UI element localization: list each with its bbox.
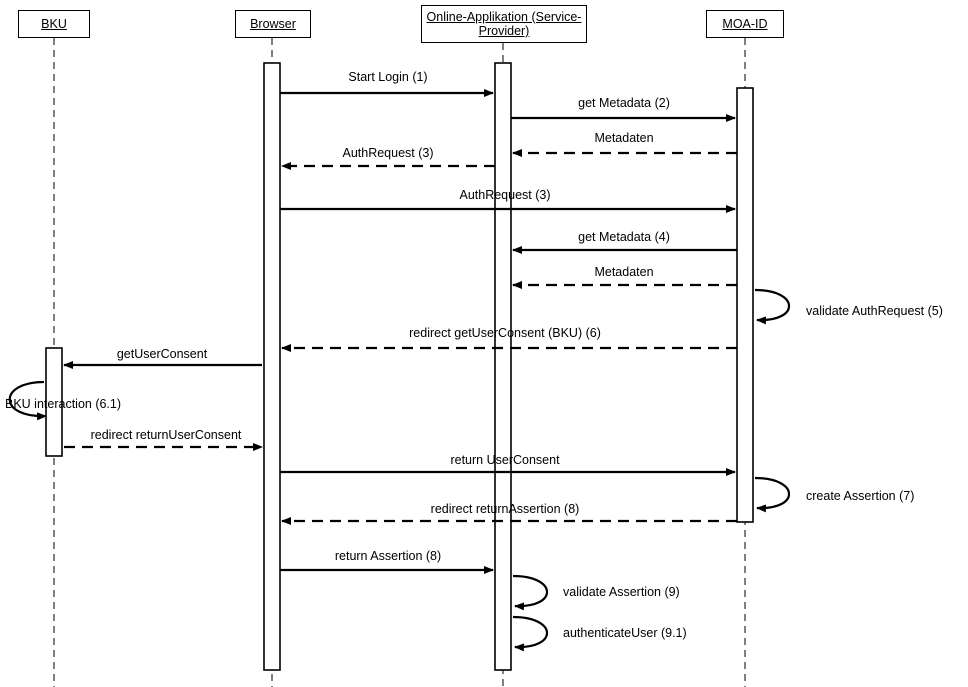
label-authenticate-user: authenticateUser (9.1) [563,626,687,640]
self-message-validate-assertion [513,576,547,606]
lifeline-label-moa-id: MOA-ID [722,16,768,31]
message-arrows [64,93,737,570]
label-return-assertion: return Assertion (8) [334,549,442,563]
label-start-login: Start Login (1) [348,70,428,84]
label-getuserconsent: getUserConsent [116,347,208,361]
activation-moa-id [737,88,753,522]
label-get-metadata-2: get Metadata (2) [578,96,670,110]
label-get-metadata-4: get Metadata (4) [578,230,670,244]
self-message-validate-authrequest [755,290,789,320]
label-validate-authrequest: validate AuthRequest (5) [806,304,943,318]
lifeline-label-browser: Browser [250,16,296,31]
activation-service-provider [495,63,511,670]
label-authrequest-3-to-browser: AuthRequest (3) [342,146,434,160]
label-authrequest-3-to-moaid: AuthRequest (3) [459,188,551,202]
label-bku-interaction: BKU interaction (6.1) [5,397,122,411]
label-redirect-getuserconsent: redirect getUserConsent (BKU) (6) [409,326,601,340]
label-validate-assertion: validate Assertion (9) [563,585,680,599]
self-message-create-assertion [755,478,789,508]
lifeline-label-bku: BKU [41,16,67,31]
label-redirect-returnuserconsent: redirect returnUserConsent [90,428,242,442]
activation-browser [264,63,280,670]
lifeline-label-service-provider: Online-Applikation (Service-Provider) [426,9,582,38]
label-create-assertion: create Assertion (7) [806,489,915,503]
label-metadaten-1: Metadaten [594,131,654,145]
self-message-authenticate-user [513,617,547,647]
label-metadaten-2: Metadaten [594,265,654,279]
label-redirect-returnassertion: redirect returnAssertion (8) [430,502,580,516]
label-return-userconsent: return UserConsent [450,453,560,467]
